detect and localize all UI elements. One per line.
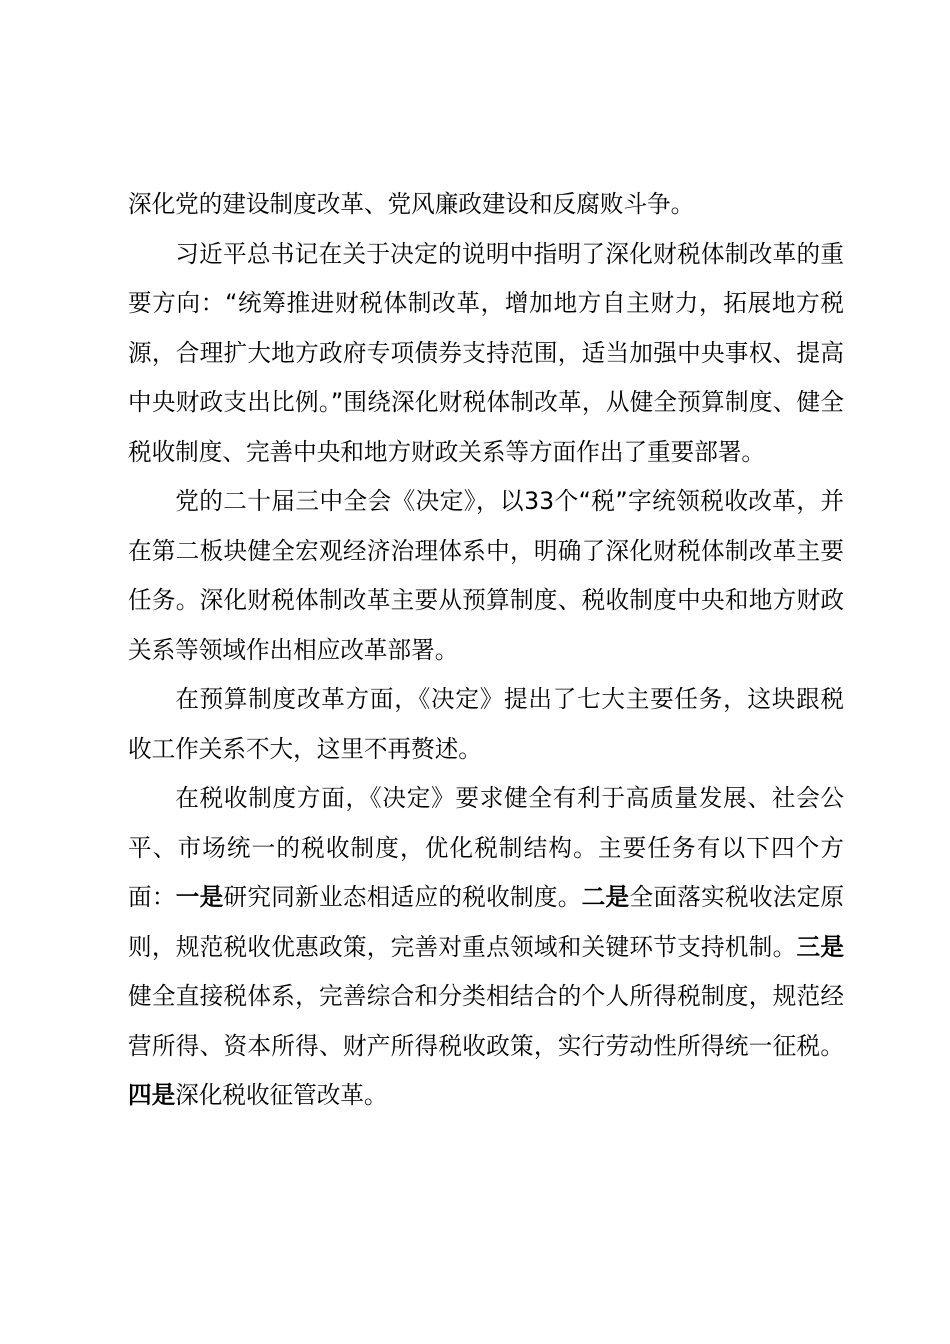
item-2-text: 全面落实税收法定原则，规范税收优惠政策，完善对重点领域和关键环节支持机制。 [128,883,845,961]
item-3-label: 三是 [796,932,845,961]
item-4-label: 四是 [128,1081,176,1109]
item-1-text: 研究同新业态相适应的税收制度。 [223,883,582,911]
item-1-label: 一是 [175,883,224,911]
item-2-label: 二是 [581,883,630,911]
document-body [128,180,844,1121]
item-3-text: 健全直接税体系，完善综合和分类相结合的个人所得税制度，规范经营所得、资本所得、财产所得税收政策，实行劳动性所得统一征税。 [128,982,844,1060]
paragraph-continuation: 深化党的建设制度改革、党风廉政建设和反腐败斗争。 [128,190,695,218]
tax-system-intro: 在税收制度方面，《决定》要求健全有利于高质量发展、社会公平、市场统一的税收制度，优化税制结构。主要任务有以下四个方面： [128,784,844,911]
paragraph-reform-direction: 习近平总书记在关于决定的说明中指明了深化财税体制改革的重要方向：“统筹推进财税体制改革，增加地方自主财力，拓展地方税源，合理扩大地方政府专项债券支持范围，适当加强中央事权、提高中央财政支出比例。”围绕深化财税体制改革，从健全预算制度、健全税收制度、完善中央和地方财政关系等方面作出了重要部署。 [128,239,844,466]
paragraph-tax-system [128,774,844,1121]
paragraph-plenum-decision: 党的二十届三中全会《决定》，以33个“税”字统领税收改革，并在第二板块健全宏观经济治理体系中，明确了深化财税体制改革主要任务。深化财税体制改革主要从预算制度、税收制度中央和地方财政关系等领域作出相应改革部署。 [128,487,844,664]
paragraph-budget-reform: 在预算制度改革方面，《决定》提出了七大主要任务，这块跟税收工作关系不大，这里不再赘述。 [128,685,844,763]
item-4-text: 深化税收征管改革。 [175,1081,388,1109]
